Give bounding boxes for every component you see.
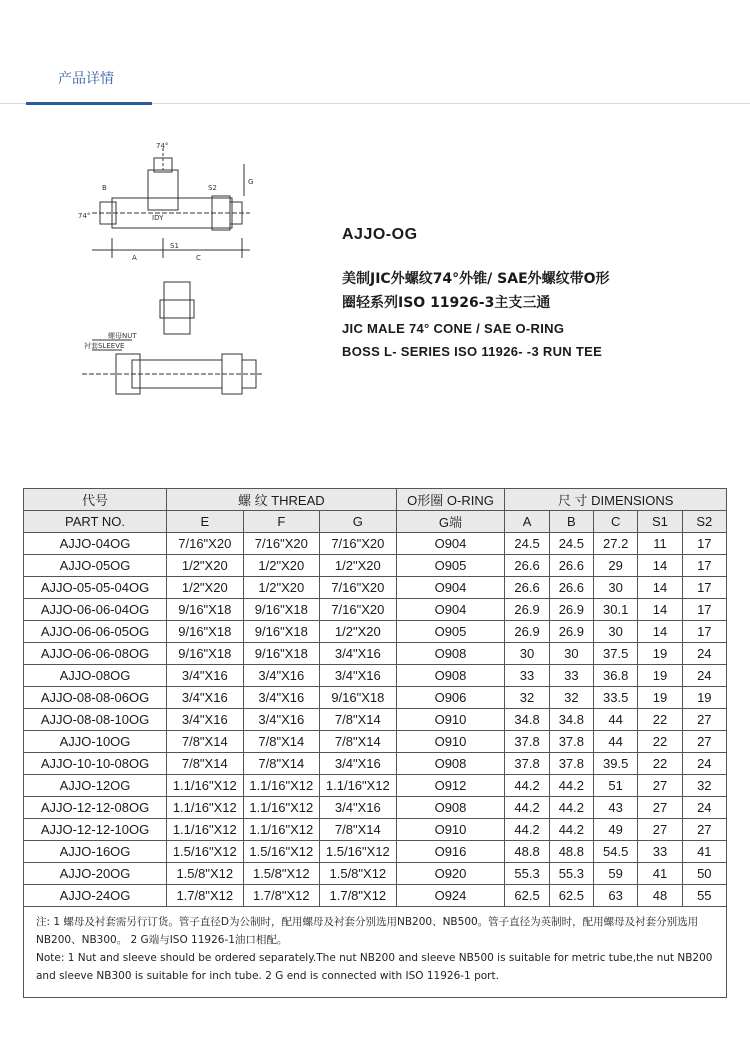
table-cell: 41 [682,841,726,863]
s2-label: S2 [208,184,217,192]
table-cell: 37.8 [549,753,593,775]
table-cell: 17 [682,555,726,577]
table-cell: AJJO-06-06-08OG [24,643,167,665]
table-cell: 1.7/8"X12 [320,885,397,907]
table-cell: 7/16"X20 [320,533,397,555]
table-cell: 9/16"X18 [167,599,244,621]
note-en-line1: Note: 1 Nut and sleeve should be ordered separately.The nut NB200 and sleeve NB500 is suitable for metric tube,the nut NB200 [36,952,713,964]
header-c: C [594,511,638,533]
table-cell: 59 [594,863,638,885]
table-cell: 27 [638,775,682,797]
table-cell: 26.6 [505,555,549,577]
table-cell: 44.2 [549,819,593,841]
notes-box [23,905,727,998]
table-cell: 26.6 [549,555,593,577]
table-cell: 37.8 [505,753,549,775]
table-cell: 33 [549,665,593,687]
table-cell: 1.1/16"X12 [243,775,320,797]
table-cell: 44 [594,731,638,753]
table-cell: 24 [682,753,726,775]
table-cell: 7/8"X14 [243,731,320,753]
table-cell: 7/8"X14 [167,753,244,775]
header-code: 代号 [24,489,167,511]
table-cell: 3/4"X16 [243,709,320,731]
table-cell: AJJO-05-05-04OG [24,577,167,599]
table-cell: 34.8 [549,709,593,731]
table-cell: 44.2 [505,819,549,841]
table-cell: 33.5 [594,687,638,709]
table-cell: 24 [682,643,726,665]
header-a: A [505,511,549,533]
table-cell: 9/16"X18 [243,621,320,643]
table-cell: 17 [682,577,726,599]
cn-title-line1: 美制JIC外螺纹74°外锥/ SAE外螺纹带O形 [342,271,610,287]
table-cell: 54.5 [594,841,638,863]
table-row [24,775,727,797]
table-cell: AJJO-10-10-08OG [24,753,167,775]
table-cell: 7/8"X14 [243,753,320,775]
table-cell: 1.5/8"X12 [167,863,244,885]
table-cell: 1/2"X20 [320,621,397,643]
table-cell: 48 [638,885,682,907]
table-cell: 9/16"X18 [243,599,320,621]
table-cell: 62.5 [505,885,549,907]
branch-body-lower [164,282,190,334]
note-en-line2: and sleeve NB300 is suitable for inch tube. 2 G end is connected with ISO 11926-1 port. [36,970,499,982]
branch-body [148,170,178,210]
table-cell: 30 [549,643,593,665]
table-cell: 1.7/8"X12 [167,885,244,907]
table-cell: 17 [682,533,726,555]
s1-label: S1 [170,242,179,250]
table-cell: 32 [505,687,549,709]
table-cell: O908 [396,753,505,775]
angle-left-label: 74° [78,212,91,220]
table-cell: AJJO-08-08-06OG [24,687,167,709]
table-cell: 1/2"X20 [243,577,320,599]
table-row [24,863,727,885]
table-row [24,555,727,577]
table-cell: 3/4"X16 [320,665,397,687]
table-cell: 24 [682,665,726,687]
header-oring: O形圈 O-RING [396,489,505,511]
table-cell: AJJO-12-12-08OG [24,797,167,819]
table-cell: 1.5/8"X12 [243,863,320,885]
c-label: C [196,254,201,262]
table-row [24,753,727,775]
table-cell: 17 [682,621,726,643]
table-cell: 26.9 [505,599,549,621]
table-cell: 44.2 [549,775,593,797]
header-f: F [243,511,320,533]
table-row [24,709,727,731]
table-cell: 3/4"X16 [320,797,397,819]
header-b: B [549,511,593,533]
table-cell: 1.1/16"X12 [167,775,244,797]
table-cell: 37.8 [505,731,549,753]
table-cell: 26.9 [549,599,593,621]
table-cell: 27 [682,819,726,841]
cn-title-line2: 圈轻系列ISO 11926-3主支三通 [342,295,551,311]
table-cell: 9/16"X18 [320,687,397,709]
table-cell: 62.5 [549,885,593,907]
en-title-line2: BOSS L- SERIES ISO 11926- -3 RUN TEE [342,344,603,359]
table-cell: 24.5 [549,533,593,555]
table-cell: 1.5/16"X12 [243,841,320,863]
table-cell: 7/8"X14 [167,731,244,753]
table-cell: 14 [638,555,682,577]
table-cell: 1.5/16"X12 [167,841,244,863]
table-cell: 55 [682,885,726,907]
table-cell: O904 [396,533,505,555]
table-cell: AJJO-06-06-04OG [24,599,167,621]
table-row [24,731,727,753]
table-cell: 3/4"X16 [243,665,320,687]
a-label: A [132,254,137,262]
table-cell: 39.5 [594,753,638,775]
table-cell: 14 [638,621,682,643]
table-cell: 11 [638,533,682,555]
table-cell: 30 [594,577,638,599]
table-row [24,819,727,841]
en-title-line1: JIC MALE 74° CONE / SAE O-RING [342,321,565,336]
header-thread: 螺 纹 THREAD [167,489,397,511]
table-cell: O908 [396,665,505,687]
table-cell: 49 [594,819,638,841]
table-cell: 27 [638,819,682,841]
table-cell: 50 [682,863,726,885]
table-cell: 1/2"X20 [167,555,244,577]
header-s2: S2 [682,511,726,533]
g-label: G [248,178,254,186]
table-cell: 26.9 [505,621,549,643]
table-row [24,665,727,687]
table-cell: 41 [638,863,682,885]
header-g: G [320,511,397,533]
table-row [24,885,727,907]
table-cell: 22 [638,731,682,753]
table-cell: 30 [594,621,638,643]
table-cell: 9/16"X18 [167,621,244,643]
spec-table-body [24,533,727,907]
table-cell: 7/16"X20 [320,599,397,621]
table-row [24,841,727,863]
spec-table [23,488,727,907]
table-cell: 19 [638,665,682,687]
table-cell: 1.5/8"X12 [320,863,397,885]
table-cell: O912 [396,775,505,797]
angle-label: 74° [156,142,169,150]
table-cell: 48.8 [505,841,549,863]
table-cell: 1.1/16"X12 [243,819,320,841]
table-cell: AJJO-12-12-10OG [24,819,167,841]
table-cell: O910 [396,709,505,731]
table-cell: 24 [682,797,726,819]
table-cell: 7/16"X20 [320,577,397,599]
table-cell: 44.2 [505,775,549,797]
header-s1: S1 [638,511,682,533]
table-cell: 1/2"X20 [320,555,397,577]
table-cell: 55.3 [505,863,549,885]
table-cell: 1/2"X20 [167,577,244,599]
table-row [24,643,727,665]
table-cell: 30.1 [594,599,638,621]
table-cell: 27.2 [594,533,638,555]
table-cell: 26.9 [549,621,593,643]
note-cn-line2: NB200、NB300。 2 G端与ISO 11926-1油口相配。 [36,934,288,946]
header-e: E [167,511,244,533]
table-cell: 19 [682,687,726,709]
table-cell: 9/16"X18 [243,643,320,665]
table-cell: O910 [396,731,505,753]
table-cell: 7/16"X20 [167,533,244,555]
table-cell: 7/8"X14 [320,731,397,753]
table-row [24,797,727,819]
table-cell: AJJO-24OG [24,885,167,907]
table-cell: 1.7/8"X12 [243,885,320,907]
header-g-end: G端 [396,511,505,533]
table-cell: 29 [594,555,638,577]
table-cell: 24.5 [505,533,549,555]
model-number: AJJO-OG [342,226,418,243]
table-cell: 1.5/16"X12 [320,841,397,863]
table-cell: 1/2"X20 [243,555,320,577]
table-cell: 30 [505,643,549,665]
table-cell: O908 [396,797,505,819]
table-cell: 51 [594,775,638,797]
table-cell: 22 [638,753,682,775]
table-cell: 14 [638,577,682,599]
table-cell: 44.2 [505,797,549,819]
table-cell: 32 [682,775,726,797]
table-cell: O905 [396,555,505,577]
table-cell: 32 [549,687,593,709]
table-row [24,687,727,709]
table-cell: 3/4"X16 [320,753,397,775]
table-cell: 44 [594,709,638,731]
table-cell: O906 [396,687,505,709]
table-cell: AJJO-10OG [24,731,167,753]
table-cell: AJJO-08OG [24,665,167,687]
table-cell: 17 [682,599,726,621]
table-cell: 3/4"X16 [320,643,397,665]
table-cell: AJJO-05OG [24,555,167,577]
header-dimensions: 尺 寸 DIMENSIONS [505,489,727,511]
table-cell: 7/8"X14 [320,709,397,731]
table-cell: AJJO-06-06-05OG [24,621,167,643]
nut-label: 螺母NUT [108,332,137,340]
table-cell: 19 [638,687,682,709]
table-cell: O904 [396,599,505,621]
table-cell: AJJO-20OG [24,863,167,885]
table-cell: 63 [594,885,638,907]
table-cell: 1.1/16"X12 [320,775,397,797]
table-cell: 44.2 [549,797,593,819]
b-label: B [102,184,107,192]
table-cell: 37.8 [549,731,593,753]
table-cell: 19 [638,643,682,665]
table-cell: AJJO-08-08-10OG [24,709,167,731]
table-cell: 3/4"X16 [243,687,320,709]
table-row [24,599,727,621]
table-row [24,533,727,555]
table-cell: AJJO-04OG [24,533,167,555]
table-cell: 3/4"X16 [167,687,244,709]
table-cell: O905 [396,621,505,643]
table-cell: 37.5 [594,643,638,665]
table-cell: O904 [396,577,505,599]
table-cell: O920 [396,863,505,885]
table-cell: AJJO-16OG [24,841,167,863]
table-cell: AJJO-12OG [24,775,167,797]
header-part-no: PART NO. [24,511,167,533]
table-cell: 55.3 [549,863,593,885]
table-row [24,577,727,599]
table-cell: 43 [594,797,638,819]
table-cell: 26.6 [505,577,549,599]
table-cell: 1.1/16"X12 [167,797,244,819]
logo-label: IDY [152,214,164,222]
table-cell: 33 [638,841,682,863]
table-cell: 26.6 [549,577,593,599]
table-cell: 33 [505,665,549,687]
table-cell: 3/4"X16 [167,665,244,687]
table-cell: O910 [396,819,505,841]
table-cell: 9/16"X18 [167,643,244,665]
table-cell: O916 [396,841,505,863]
tab-product-details[interactable]: 产品详情 [58,71,114,87]
table-cell: 34.8 [505,709,549,731]
table-cell: O908 [396,643,505,665]
note-cn-line1: 注: 1 螺母及衬套需另行订货。管子直径D为公制时，配用螺母及衬套分别选用NB200、NB500。管子直径为英制时，配用螺母及衬套分别选用 [36,916,699,928]
table-cell: 1.1/16"X12 [167,819,244,841]
table-cell: 27 [638,797,682,819]
table-cell: 3/4"X16 [167,709,244,731]
table-cell: O924 [396,885,505,907]
active-tab-indicator [26,102,152,105]
table-cell: 7/16"X20 [243,533,320,555]
table-cell: 48.8 [549,841,593,863]
technical-drawing [72,140,272,400]
table-cell: 14 [638,599,682,621]
table-cell: 1.1/16"X12 [243,797,320,819]
table-cell: 27 [682,709,726,731]
table-cell: 27 [682,731,726,753]
table-cell: 22 [638,709,682,731]
sleeve-label: 衬套SLEEVE [84,342,125,350]
table-row [24,621,727,643]
table-cell: 36.8 [594,665,638,687]
table-cell: 7/8"X14 [320,819,397,841]
